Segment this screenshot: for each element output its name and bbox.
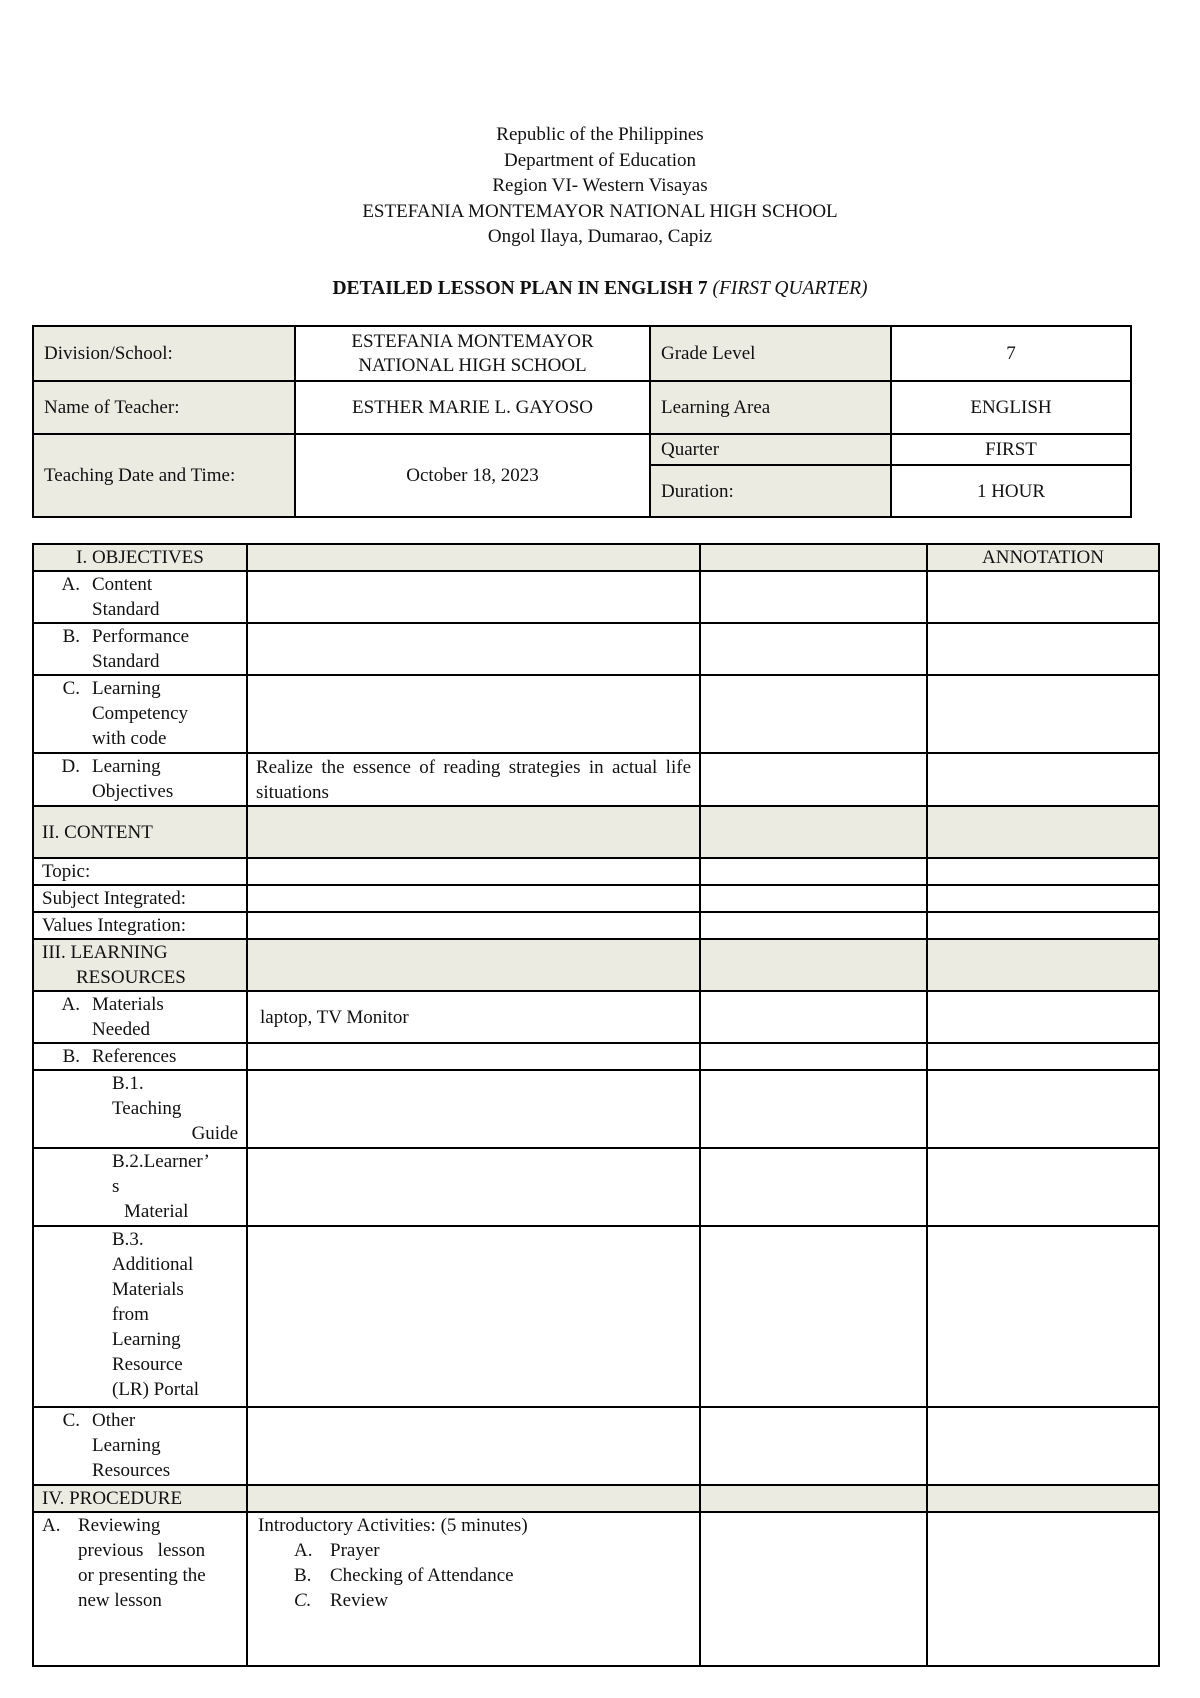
learning-resources-line-2: RESOURCES [76,967,186,988]
materials-needed-label [33,991,247,1043]
learning-competency-label [33,675,247,753]
content-standard-label [33,571,247,623]
quarter-value: FIRST [891,434,1131,465]
lr-portal-line-5: Learning [112,1329,181,1350]
learning-competency-col3 [700,675,927,753]
subject-integrated-cell [247,885,700,912]
lr-portal-cell [247,1226,700,1407]
list-item-text: Prayer [330,1540,380,1561]
learning-area-value: ENGLISH [891,381,1131,434]
performance-standard-line-2: Standard [92,651,160,672]
teaching-guide-col3 [700,1070,927,1148]
content-standard-line-1: Content [92,574,153,595]
reviewing-lesson-line-4: new lesson [78,1590,162,1611]
procedure-heading: IV. PROCEDURE [33,1485,247,1512]
learning-objectives-letter: D. [61,756,80,777]
lr-portal-line-1: B.3. [112,1229,144,1250]
performance-standard-col3 [700,623,927,675]
content-standard-cell [247,571,700,623]
references-cell [247,1043,700,1070]
lr-portal-line-2: Additional [112,1254,194,1275]
content-standard-col3 [700,571,927,623]
division-label: Division/School: [33,326,295,381]
other-resources-line-3: Resources [92,1460,171,1481]
lr-portal-line-4: from [112,1304,149,1325]
teaching-guide-label [33,1070,247,1148]
content-standard-letter: A. [61,574,80,595]
reviewing-lesson-line-2: previous lesson [78,1540,206,1561]
list-item [294,1588,691,1613]
lr-portal-line-7: (LR) Portal [112,1379,200,1400]
materials-needed-value: laptop, TV Monitor [247,991,700,1043]
list-item-letter: B. [294,1565,312,1586]
other-resources-cell [247,1407,700,1485]
performance-standard-letter: B. [62,626,80,647]
list-item-text: Checking of Attendance [330,1565,514,1586]
learning-competency-letter: C. [62,678,80,699]
learning-competency-line-1: Learning [92,678,161,699]
content-standard-line-2: Standard [92,599,160,620]
annotation-heading: ANNOTATION [927,544,1159,571]
performance-standard-cell [247,623,700,675]
lr-portal-line-6: Resource [112,1354,183,1375]
teacher-label: Name of Teacher: [33,381,295,434]
performance-standard-annotation [927,623,1159,675]
teaching-date-label: Teaching Date and Time: [33,434,295,517]
lr-portal-col3 [700,1226,927,1407]
other-resources-line-1: Other [92,1410,136,1431]
reviewing-lesson-label [33,1512,247,1666]
topic-label: Topic: [33,858,247,885]
teaching-guide-line-1: B.1. [112,1073,144,1094]
list-item [294,1538,691,1563]
materials-needed-line-2: Needed [92,1019,151,1040]
content-heading: II. CONTENT [33,806,247,858]
reviewing-lesson-col3 [700,1512,927,1666]
teaching-guide-annotation [927,1070,1159,1148]
learning-resources-line-1: III. LEARNING [42,942,168,963]
teacher-value: ESTHER MARIE L. GAYOSO [295,381,650,434]
performance-standard-line-1: Performance [92,626,190,647]
learning-resources-heading [33,939,247,991]
values-integration-annotation [927,912,1159,939]
header-school: ESTEFANIA MONTEMAYOR NATIONAL HIGH SCHOOL [362,200,838,222]
header-address: Ongol Ilaya, Dumarao, Capiz [487,226,713,247]
learning-objectives-col3 [700,753,927,806]
other-resources-letter: C. [62,1410,80,1431]
learning-resources-col2 [247,939,700,991]
teaching-date-value: October 18, 2023 [295,434,650,517]
other-resources-annotation [927,1407,1159,1485]
learning-area-label: Learning Area [650,381,891,434]
header-region: Region VI- Western Visayas [492,175,708,196]
materials-needed-annotation [927,991,1159,1043]
learning-resources-col3 [700,939,927,991]
references-annotation [927,1043,1159,1070]
reviewing-lesson-line-3: or presenting the [78,1565,206,1586]
duration-label: Duration: [650,465,891,517]
quarter-label: Quarter [650,434,891,465]
objectives-heading: I. OBJECTIVES [33,544,247,571]
learning-competency-line-3: with code [92,728,167,749]
learners-material-annotation [927,1148,1159,1226]
topic-col3 [700,858,927,885]
header-department: Department of Education [503,149,697,171]
reviewing-lesson-letter: A. [42,1515,61,1536]
other-resources-label [33,1407,247,1485]
learners-material-line-3: Material [124,1201,189,1222]
content-annotation [927,806,1159,858]
references-text: References [92,1046,177,1067]
school-value [295,326,650,381]
content-col2 [247,806,700,858]
lr-portal-line-3: Materials [112,1279,184,1300]
teaching-guide-line-2: Teaching [112,1098,182,1119]
values-integration-label: Values Integration: [33,912,247,939]
header-country: Republic of the Philippines [496,124,704,145]
list-item-letter: C. [294,1590,312,1611]
duration-value: 1 HOUR [891,465,1131,517]
grade-level-label: Grade Level [650,326,891,381]
reviewing-lesson-annotation [927,1512,1159,1666]
introductory-activities-heading: Introductory Activities: (5 minutes) [258,1515,528,1536]
materials-needed-col3 [700,991,927,1043]
content-standard-annotation [927,571,1159,623]
other-resources-col3 [700,1407,927,1485]
learners-material-col3 [700,1148,927,1226]
title-quarter: (FIRST QUARTER) [712,278,868,299]
grade-level-value: 7 [891,326,1131,381]
learning-competency-line-2: Competency [92,703,189,724]
teaching-guide-line-3: Guide [191,1123,238,1144]
learning-objectives-text: Realize the essence of reading strategies in actual life situations [247,753,700,806]
learning-competency-annotation [927,675,1159,753]
subject-integrated-annotation [927,885,1159,912]
learning-objectives-annotation [927,753,1159,806]
procedure-col3 [700,1485,927,1512]
lr-portal-label [33,1226,247,1407]
performance-standard-label [33,623,247,675]
other-resources-line-2: Learning [92,1435,161,1456]
references-letter: B. [62,1046,80,1067]
materials-needed-letter: A. [61,994,80,1015]
references-label [33,1043,247,1070]
school-line-1: ESTEFANIA MONTEMAYOR [351,330,594,352]
procedure-annotation [927,1485,1159,1512]
lesson-info-table [32,325,1132,518]
lesson-plan-table [32,543,1160,1667]
title-main: DETAILED LESSON PLAN IN ENGLISH 7 [332,278,708,299]
values-integration-cell [247,912,700,939]
document-title [0,278,1200,300]
introductory-activities-cell [247,1512,700,1666]
learners-material-line-2: s [112,1176,120,1197]
objectives-col3 [700,544,927,571]
list-item [294,1563,691,1588]
learning-resources-annotation [927,939,1159,991]
topic-cell [247,858,700,885]
objectives-col2 [247,544,700,571]
subject-integrated-label: Subject Integrated: [33,885,247,912]
introductory-activities-list [258,1538,691,1613]
values-integration-col3 [700,912,927,939]
procedure-col2 [247,1485,700,1512]
learners-material-line-1: B.2.Learner’ [112,1151,210,1172]
learners-material-cell [247,1148,700,1226]
teaching-guide-cell [247,1070,700,1148]
materials-needed-line-1: Materials [92,994,164,1015]
learners-material-label [33,1148,247,1226]
learning-objectives-label [33,753,247,806]
content-col3 [700,806,927,858]
school-line-2: NATIONAL HIGH SCHOOL [358,354,587,376]
list-item-letter: A. [294,1540,313,1561]
learning-objectives-line-2: Objectives [92,781,174,802]
learning-competency-cell [247,675,700,753]
topic-annotation [927,858,1159,885]
references-col3 [700,1043,927,1070]
learning-objectives-line-1: Learning [92,756,161,777]
subject-integrated-col3 [700,885,927,912]
document-header [0,122,1200,250]
lr-portal-annotation [927,1226,1159,1407]
reviewing-lesson-line-1: Reviewing [78,1515,161,1536]
list-item-text: Review [330,1590,389,1611]
